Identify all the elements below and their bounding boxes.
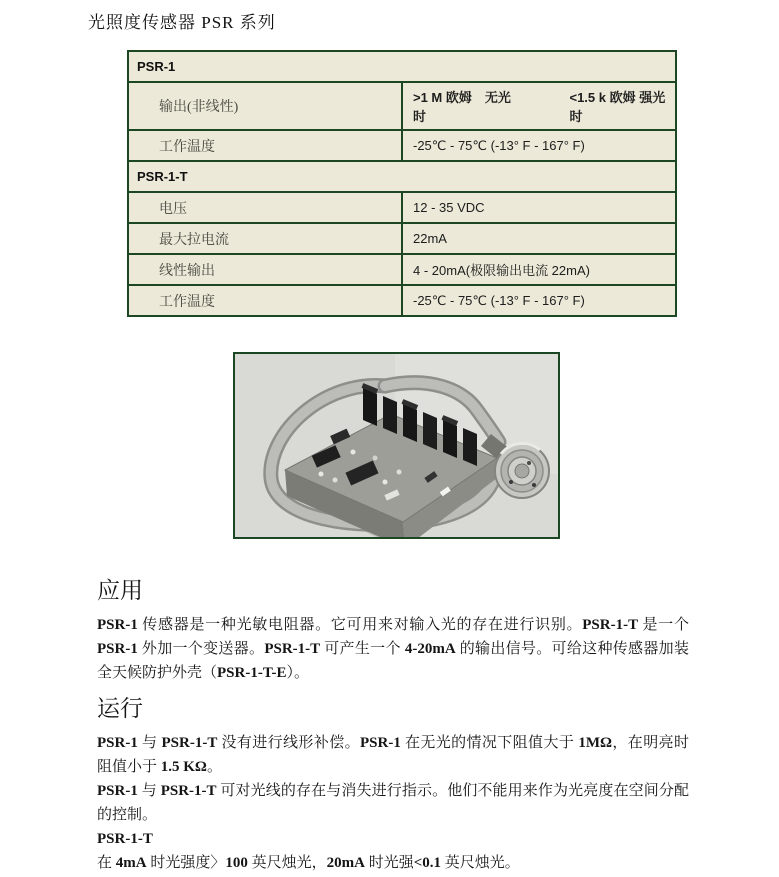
spec-label: 工作温度	[128, 285, 402, 316]
spec-value	[402, 130, 676, 161]
operation-paragraph-4: 在 4mA 时光强度〉100 英尺烛光，20mA 时光强<0.1 英尺烛光。	[97, 855, 520, 871]
page-title: 光照度传感器 PSR 系列	[88, 13, 276, 32]
table-row	[128, 82, 676, 130]
section-heading-application: 应用	[97, 578, 143, 603]
spec-value	[402, 254, 676, 285]
spec-value	[402, 223, 676, 254]
spec-value	[402, 285, 676, 316]
operation-paragraph-3: PSR-1-T	[97, 831, 153, 847]
spec-value	[402, 192, 676, 223]
table-row	[128, 254, 676, 285]
content-sections	[97, 576, 689, 875]
product-photo	[233, 352, 560, 539]
section-heading-operation: 运行	[97, 696, 143, 721]
table-row	[128, 51, 676, 82]
sensor-module-photo	[235, 354, 558, 537]
table-row	[128, 223, 676, 254]
spec-value-text-2: <1.5 k 欧姆 强光时	[569, 90, 666, 124]
spec-value-text: >1 M 欧姆 无光时	[413, 90, 511, 124]
spec-label: 输出(非线性)	[128, 82, 402, 130]
group-header-psr-1: PSR-1	[128, 51, 676, 82]
spec-value-text: -25℃ - 75℃ (-13° F - 167° F)	[413, 137, 585, 153]
operation-paragraph-2: PSR-1 与 PSR-1-T 可对光线的存在与消失进行指示。他们不能用来作为光亮度在空间分配的控制。	[97, 783, 689, 823]
spec-value-text: 12 - 35 VDC	[413, 200, 485, 215]
spec-label: 最大拉电流	[128, 223, 402, 254]
spec-label: 电压	[128, 192, 402, 223]
application-paragraph: PSR-1 传感器是一种光敏电阻器。它可用来对输入光的存在进行识别。PSR-1-T 是一个 PSR-1 外加一个变送器。PSR-1-T 可产生一个 4-20mA 的输出信号。可给这种传感器加装全天候防护外壳（PSR-1-T-E）。	[97, 617, 689, 681]
spec-label: 线性输出	[128, 254, 402, 285]
table-row	[128, 130, 676, 161]
spec-value-text: 22mA	[413, 231, 447, 246]
table-row	[128, 192, 676, 223]
table-row	[128, 161, 676, 192]
spec-value-text: 4 - 20mA(极限输出电流 22mA)	[413, 263, 590, 278]
spec-value-text: -25℃ - 75℃ (-13° F - 167° F)	[413, 292, 585, 308]
spec-label: 工作温度	[128, 130, 402, 161]
operation-paragraph-1: PSR-1 与 PSR-1-T 没有进行线形补偿。PSR-1 在无光的情况下阻值大于 1MΩ，在明亮时阻值小于 1.5 KΩ。	[97, 735, 689, 775]
spec-table	[127, 50, 677, 317]
spec-value	[402, 82, 676, 130]
table-row	[128, 285, 676, 316]
group-header-psr-1-t: PSR-1-T	[128, 161, 676, 192]
